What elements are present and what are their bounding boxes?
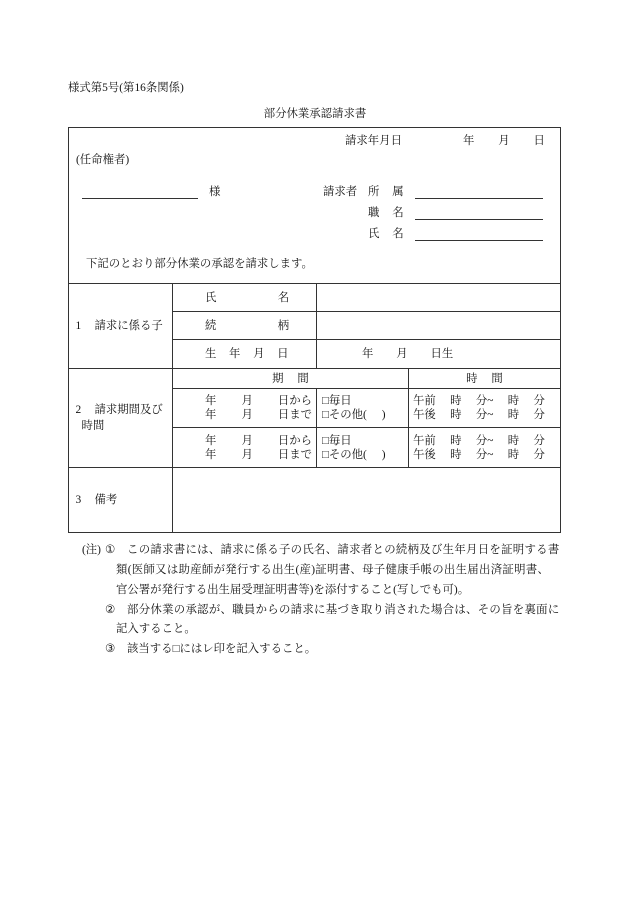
time-afternoon: 午後 時 分~ 時 分 xyxy=(413,448,545,461)
affiliation-line xyxy=(415,198,543,199)
child-birthdate-value: 年 月 日生 xyxy=(362,348,454,360)
note-marker-2: ② xyxy=(105,604,116,616)
child-section-label: 1 請求に係る子 xyxy=(75,320,163,332)
child-birthdate-label: 生 年 月 日 xyxy=(205,348,289,360)
position-label: 職 名 xyxy=(368,207,404,219)
time-afternoon: 午後 時 分~ 時 分 xyxy=(413,409,545,421)
period-to: 年 月 日まで xyxy=(205,448,313,461)
remarks-label-cell xyxy=(69,468,173,533)
appointing-authority-label: (任命権者) xyxy=(76,154,130,166)
option-daily: □毎日 xyxy=(322,434,352,447)
requester-name-line xyxy=(415,240,543,241)
option-daily: □毎日 xyxy=(322,395,352,407)
notes-prefix: (注) xyxy=(82,544,101,556)
request-date-label: 請求年月日 xyxy=(345,135,402,147)
note-marker-3: ③ xyxy=(105,643,116,655)
period-options-cell xyxy=(317,389,409,428)
period-section-label-line2: 時間 xyxy=(81,420,105,432)
form-title: 部分休業承認請求書 xyxy=(263,108,367,120)
period-to: 年 月 日まで xyxy=(205,409,313,421)
note-2-line-1: 部分休業の承認が、職員からの請求に基づき取り消された場合は、その旨を裏面に xyxy=(127,604,560,616)
form-number: 様式第5号(第16条関係) xyxy=(68,82,184,94)
child-section-label-cell xyxy=(69,284,173,369)
child-relationship-label: 続 柄 xyxy=(205,319,290,332)
period-section-label-line1: 2 請求期間及び xyxy=(75,404,163,416)
table-row xyxy=(69,284,561,312)
note-2-line-2: 記入すること。 xyxy=(116,623,196,635)
note-3-line-1: 該当する□にはレ印を記入すること。 xyxy=(127,643,317,655)
authority-name-line xyxy=(82,198,198,199)
period-header: 期 間 xyxy=(272,372,309,385)
period-from: 年 月 日から xyxy=(205,434,313,447)
request-header xyxy=(69,128,560,283)
remarks-field xyxy=(173,468,561,533)
table-row xyxy=(69,369,561,389)
time-morning: 午前 時 分~ 時 分 xyxy=(413,434,545,447)
note-1-line-3: 官公署が発行する出生届受理証明書等)を添付すること(写しでも可)。 xyxy=(116,584,470,596)
child-relationship-label-cell xyxy=(173,312,317,340)
period-times-cell xyxy=(409,389,561,428)
child-birthdate-field xyxy=(317,340,561,369)
period-times-cell xyxy=(409,428,561,468)
period-header-cell xyxy=(173,369,409,389)
requester-label: 請求者 xyxy=(323,186,358,198)
position-line xyxy=(415,219,543,220)
period-dates-cell xyxy=(173,389,317,428)
header-row xyxy=(69,128,561,284)
request-header-cell xyxy=(69,128,561,284)
request-form-table xyxy=(68,127,561,533)
request-date-fields: 年 月 日 xyxy=(463,135,545,147)
requester-name-label: 氏 名 xyxy=(368,228,404,240)
period-section-label-cell xyxy=(69,369,173,468)
note-1-line-1: この請求書には、請求に係る子の氏名、請求者との続柄及び生年月日を証明する書 xyxy=(127,544,560,556)
honorific: 様 xyxy=(209,186,221,198)
period-from: 年 月 日から xyxy=(205,395,313,407)
remarks-label: 3 備考 xyxy=(75,494,118,506)
note-1-line-2: 類(医師又は助産師が発行する出生(産)証明書、母子健康手帳の出生届出済証明書、 xyxy=(116,564,550,576)
child-name-label: 氏 名 xyxy=(205,291,290,304)
child-relationship-field xyxy=(317,312,561,340)
child-name-label-cell xyxy=(173,284,317,312)
time-header-cell xyxy=(409,369,561,389)
child-birthdate-label-cell xyxy=(173,340,317,369)
option-other: □その他( ) xyxy=(322,448,386,461)
time-morning: 午前 時 分~ 時 分 xyxy=(413,395,545,407)
option-other: □その他( ) xyxy=(322,409,386,421)
time-header: 時 間 xyxy=(466,372,503,385)
period-dates-cell xyxy=(173,428,317,468)
intro-text: 下記のとおり部分休業の承認を請求します。 xyxy=(86,258,313,270)
period-options-cell xyxy=(317,428,409,468)
note-marker-1: ① xyxy=(105,544,116,556)
table-row xyxy=(69,468,561,533)
affiliation-label: 所 属 xyxy=(368,186,404,198)
child-name-field xyxy=(317,284,561,312)
